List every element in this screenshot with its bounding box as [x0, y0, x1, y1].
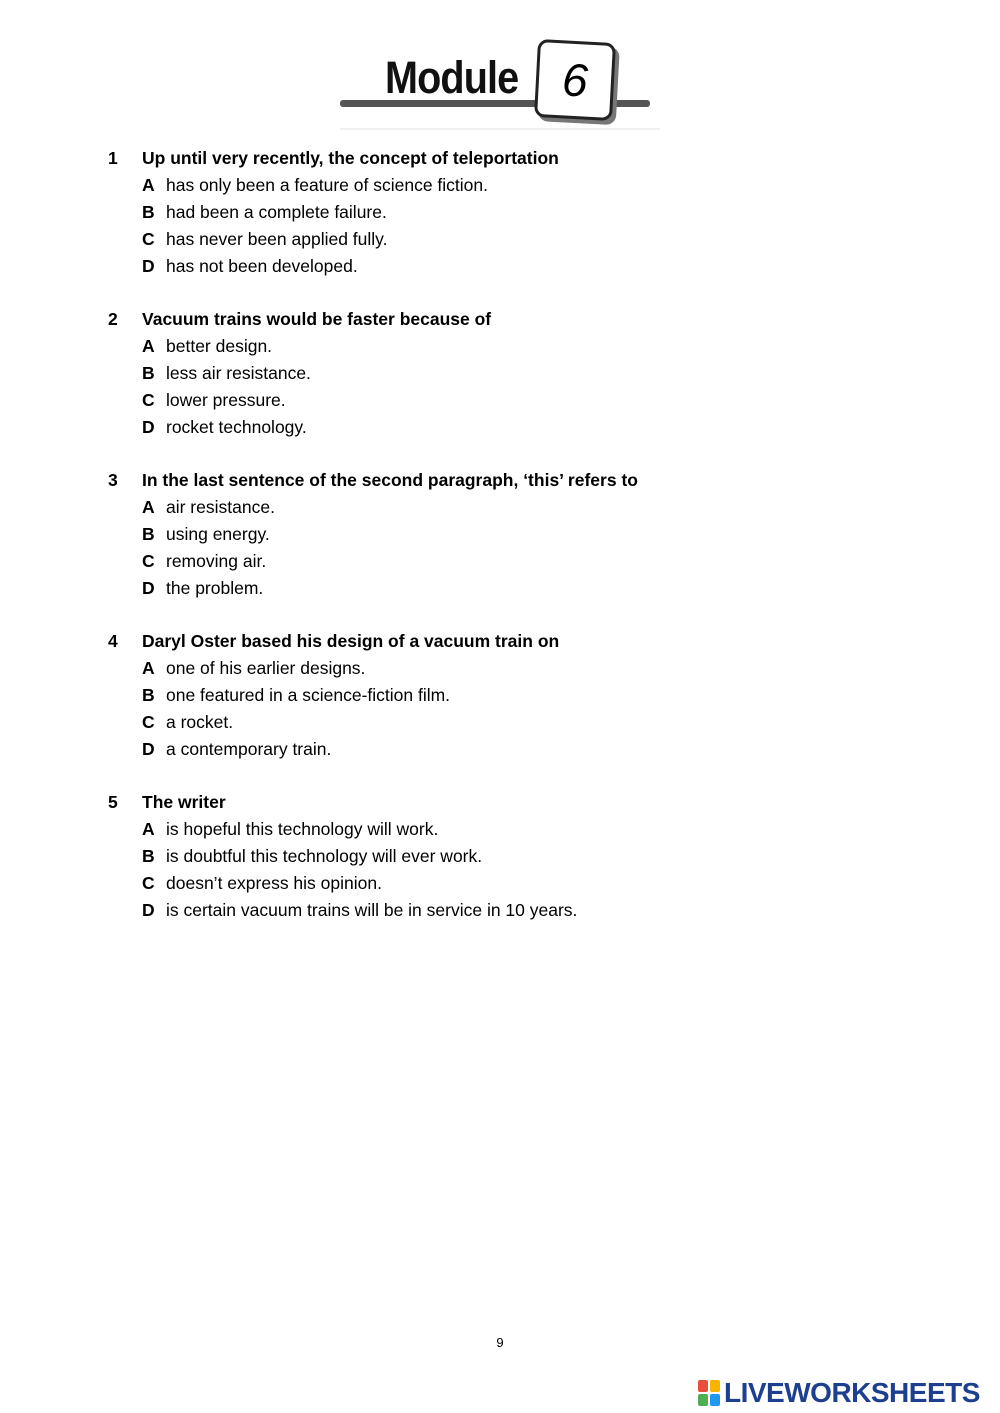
question-text: In the last sentence of the second paragraph, ‘this’ refers to	[142, 470, 638, 490]
answer-option[interactable]	[108, 871, 808, 898]
question-text: Vacuum trains would be faster because of	[142, 309, 492, 329]
answer-option[interactable]	[108, 576, 808, 603]
logo-square	[698, 1380, 708, 1392]
question-stem	[108, 468, 808, 495]
option-letter: C	[142, 551, 155, 571]
option-text: is certain vacuum trains will be in service in 10 years.	[166, 900, 578, 920]
header-divider	[340, 128, 660, 130]
option-text: has only been a feature of science fiction.	[166, 175, 489, 195]
option-letter: A	[142, 819, 155, 839]
option-text: is doubtful this technology will ever work.	[166, 846, 483, 866]
option-text: a rocket.	[166, 712, 234, 732]
question-stem	[108, 307, 808, 334]
answer-option[interactable]	[108, 361, 808, 388]
question-number: 4	[108, 631, 118, 651]
option-text: lower pressure.	[166, 390, 286, 410]
option-text: has never been applied fully.	[166, 229, 388, 249]
option-letter: A	[142, 336, 155, 356]
question-number: 3	[108, 470, 118, 490]
question-2	[108, 307, 808, 442]
option-text: has not been developed.	[166, 256, 358, 276]
answer-option[interactable]	[108, 710, 808, 737]
question-1	[108, 146, 808, 281]
answer-option[interactable]	[108, 817, 808, 844]
answer-option[interactable]	[108, 549, 808, 576]
option-text: is hopeful this technology will work.	[166, 819, 439, 839]
option-letter: B	[142, 202, 155, 222]
question-stem	[108, 146, 808, 173]
logo-square	[710, 1380, 720, 1392]
option-text: one featured in a science-fiction film.	[166, 685, 451, 705]
option-text: had been a complete failure.	[166, 202, 387, 222]
answer-option[interactable]	[108, 844, 808, 871]
answer-option[interactable]	[108, 683, 808, 710]
page-number: 9	[496, 1335, 504, 1350]
module-number-box	[534, 39, 616, 121]
option-letter: D	[142, 739, 155, 759]
option-letter: C	[142, 229, 155, 249]
answer-option[interactable]	[108, 173, 808, 200]
answer-option[interactable]	[108, 334, 808, 361]
option-letter: B	[142, 685, 155, 705]
answer-option[interactable]	[108, 656, 808, 683]
question-text: The writer	[142, 792, 226, 812]
answer-option[interactable]	[108, 415, 808, 442]
module-number: 6	[560, 53, 590, 107]
option-letter: C	[142, 390, 155, 410]
option-letter: D	[142, 578, 155, 598]
option-letter: A	[142, 175, 155, 195]
answer-option[interactable]	[108, 254, 808, 281]
option-text: less air resistance.	[166, 363, 311, 383]
option-letter: A	[142, 658, 155, 678]
question-3	[108, 468, 808, 603]
option-text: the problem.	[166, 578, 264, 598]
option-letter: C	[142, 712, 155, 732]
option-text: using energy.	[166, 524, 270, 544]
answer-option[interactable]	[108, 522, 808, 549]
question-list	[108, 146, 808, 951]
answer-option[interactable]	[108, 200, 808, 227]
option-text: removing air.	[166, 551, 267, 571]
option-letter: D	[142, 900, 155, 920]
question-number: 5	[108, 792, 118, 812]
answer-option[interactable]	[108, 737, 808, 764]
question-4	[108, 629, 808, 764]
module-title: Module	[385, 52, 519, 103]
option-letter: D	[142, 256, 155, 276]
liveworksheets-logo	[698, 1377, 980, 1409]
option-text: one of his earlier designs.	[166, 658, 366, 678]
answer-option[interactable]	[108, 388, 808, 415]
option-text: better design.	[166, 336, 273, 356]
option-letter: B	[142, 846, 155, 866]
option-text: a contemporary train.	[166, 739, 332, 759]
question-5	[108, 790, 808, 925]
option-letter: A	[142, 497, 155, 517]
brand-name: LIVEWORKSHEETS	[724, 1377, 980, 1408]
option-text: air resistance.	[166, 497, 275, 517]
option-letter: B	[142, 363, 155, 383]
option-text: rocket technology.	[166, 417, 307, 437]
option-letter: B	[142, 524, 155, 544]
logo-square	[710, 1394, 720, 1406]
question-stem	[108, 629, 808, 656]
question-text: Up until very recently, the concept of teleportation	[142, 148, 559, 168]
question-stem	[108, 790, 808, 817]
logo-square	[698, 1394, 708, 1406]
liveworksheets-icon	[698, 1380, 720, 1406]
question-number: 2	[108, 309, 118, 329]
answer-option[interactable]	[108, 495, 808, 522]
option-text: doesn’t express his opinion.	[166, 873, 382, 893]
module-header	[340, 38, 660, 133]
option-letter: C	[142, 873, 155, 893]
question-text: Daryl Oster based his design of a vacuum train on	[142, 631, 560, 651]
question-number: 1	[108, 148, 118, 168]
option-letter: D	[142, 417, 155, 437]
answer-option[interactable]	[108, 898, 808, 925]
answer-option[interactable]	[108, 227, 808, 254]
